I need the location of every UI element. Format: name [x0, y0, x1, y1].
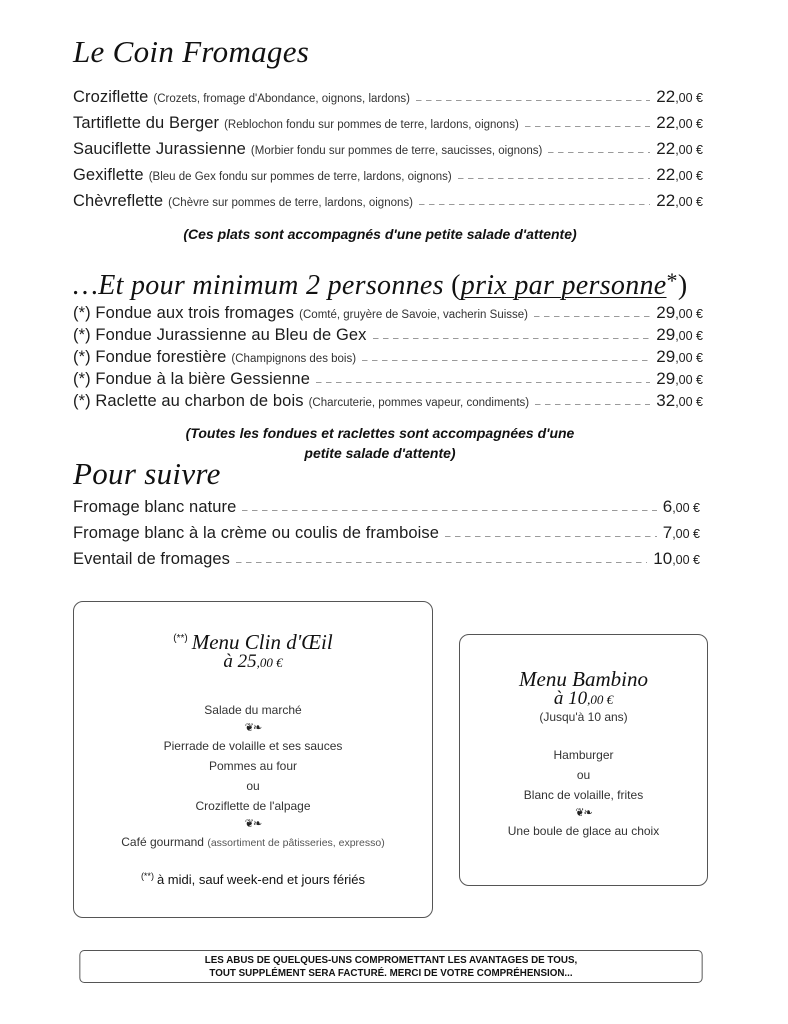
- fromages-note: (Ces plats sont accompagnés d'une petite salade d'attente): [183, 226, 577, 242]
- menu-item-raclette: [73, 391, 703, 413]
- item-name: (*) Raclette au charbon de bois: [73, 392, 304, 410]
- item-price: 29,00 €: [656, 303, 703, 322]
- section-title-pour-suivre: Pour suivre: [73, 456, 221, 491]
- item-name: (*) Fondue forestière: [73, 348, 227, 366]
- dotted-leader: [535, 404, 650, 405]
- dotted-leader: [242, 510, 656, 511]
- item-name: Fromage blanc nature: [73, 498, 237, 516]
- menu-item-fondue-biere: [73, 369, 703, 391]
- ornament-icon: ❦❧: [575, 806, 592, 819]
- item-name: Tartiflette du Berger: [73, 114, 220, 132]
- menu-item-croziflette: [73, 87, 703, 109]
- item-name: Chèvreflette: [73, 192, 164, 210]
- item-desc: (Charcuterie, pommes vapeur, condiments): [308, 397, 530, 409]
- menu-item-chevreflette: [73, 191, 703, 213]
- item-desc: (Crozets, fromage d'Abondance, oignons, lardons): [153, 93, 410, 105]
- menu-bambino-age: (Jusqu'à 10 ans): [539, 710, 628, 724]
- dotted-leader: [236, 562, 647, 563]
- dotted-leader: [548, 152, 650, 153]
- menu-item-fromage-blanc-creme: [73, 523, 700, 545]
- menu-bambino-price: à 10,00 €: [553, 688, 614, 709]
- item-desc: (Chèvre sur pommes de terre, lardons, oignons): [168, 197, 413, 209]
- item-price: 22,00 €: [656, 87, 703, 106]
- item-name: Fromage blanc à la crème ou coulis de framboise: [73, 524, 440, 542]
- item-price: 10,00 €: [653, 549, 700, 568]
- item-desc: (Champignons des bois): [231, 353, 357, 365]
- item-name: Eventail de fromages: [73, 550, 231, 568]
- item-desc: (Comté, gruyère de Savoie, vacherin Suisse): [299, 309, 528, 321]
- item-price: 32,00 €: [656, 391, 703, 410]
- item-name: Croziflette: [73, 88, 149, 106]
- menu-bambino-title: Menu Bambino: [519, 667, 648, 691]
- item-desc: (Morbier fondu sur pommes de terre, saucisses, oignons): [250, 145, 543, 157]
- footer-notice: LES ABUS DE QUELQUES-UNS COMPROMETTANT LES AVANTAGES DE TOUS, TOUT SUPPLÉMENT SERA FACTURÉ. MERCI DE VOTRE COMPRÉHENSION...: [79, 950, 702, 983]
- menu-item-gexiflette: [73, 165, 703, 187]
- item-name: (*) Fondue Jurassienne au Bleu de Gex: [73, 326, 367, 344]
- ornament-icon: ❦❧: [244, 817, 262, 830]
- menu-clin-starter: Salade du marché: [204, 703, 302, 717]
- menu-bambino-or: ou: [576, 768, 591, 782]
- menu-bambino-dessert: Une boule de glace au choix: [507, 824, 660, 838]
- dotted-leader: [362, 360, 650, 361]
- menu-clin-main-3: Croziflette de l'alpage: [195, 799, 311, 813]
- section-title-fondues: …Et pour minimum 2 personnes (prix par personne*): [73, 268, 688, 301]
- dotted-leader: [316, 382, 650, 383]
- menu-item-fondue-jurassienne: [73, 325, 703, 347]
- item-name: Gexiflette: [73, 166, 144, 184]
- section-title-fromages: Le Coin Fromages: [73, 34, 310, 69]
- item-price: 29,00 €: [656, 325, 703, 344]
- menu-clin-main-2: Pommes au four: [208, 759, 298, 773]
- fondues-note: (Toutes les fondues et raclettes sont accompagnées d'une petite salade d'attente): [185, 425, 575, 461]
- item-price: 22,00 €: [656, 165, 703, 184]
- item-name: (*) Fondue à la bière Gessienne: [73, 370, 310, 388]
- item-desc: (Reblochon fondu sur pommes de terre, lardons, oignons): [224, 119, 519, 131]
- dotted-leader: [419, 204, 650, 205]
- menu-item-sauciflette: [73, 139, 703, 161]
- item-price: 22,00 €: [656, 139, 703, 158]
- item-price: 6,00 €: [662, 497, 700, 516]
- menu-bambino-box: [459, 634, 708, 886]
- dotted-leader: [416, 100, 650, 101]
- menu-clin-main-1: Pierrade de volaille et ses sauces: [163, 739, 343, 753]
- dotted-leader: [534, 316, 650, 317]
- menu-item-fondue-trois-fromages: [73, 303, 703, 325]
- price-per-person-label: prix par personne: [460, 270, 667, 301]
- menu-item-eventail: [73, 549, 700, 571]
- menu-clin-title: (**) Menu Clin d'Œil: [173, 630, 333, 654]
- dotted-leader: [525, 126, 650, 127]
- menu-bambino-main-2: Blanc de volaille, frites: [523, 788, 644, 802]
- item-desc: (Bleu de Gex fondu sur pommes de terre, lardons, oignons): [148, 171, 452, 183]
- dotted-leader: [373, 338, 651, 339]
- item-name: Sauciflette Jurassienne: [73, 140, 246, 158]
- menu-item-fromage-blanc-nature: [73, 497, 700, 519]
- menu-bambino-main-1: Hamburger: [553, 748, 614, 762]
- item-price: 29,00 €: [656, 369, 703, 388]
- menu-item-fondue-forestiere: [73, 347, 703, 369]
- item-price: 22,00 €: [656, 191, 703, 210]
- menu-item-tartiflette: [73, 113, 703, 135]
- item-price: 29,00 €: [656, 347, 703, 366]
- dotted-leader: [458, 178, 651, 179]
- menu-clin-footnote: (**) à midi, sauf week-end et jours fériés: [140, 871, 366, 887]
- menu-clin-price: à 25,00 €: [223, 651, 283, 672]
- ornament-icon: ❦❧: [244, 721, 262, 734]
- item-price: 22,00 €: [656, 113, 703, 132]
- menu-clin-doeil-box: [73, 601, 433, 918]
- menu-clin-dessert: Café gourmand (assortiment de pâtisseries, expresso): [121, 835, 385, 849]
- dotted-leader: [445, 536, 657, 537]
- item-name: (*) Fondue aux trois fromages: [73, 304, 295, 322]
- item-price: 7,00 €: [662, 523, 700, 542]
- menu-clin-or: ou: [246, 779, 260, 793]
